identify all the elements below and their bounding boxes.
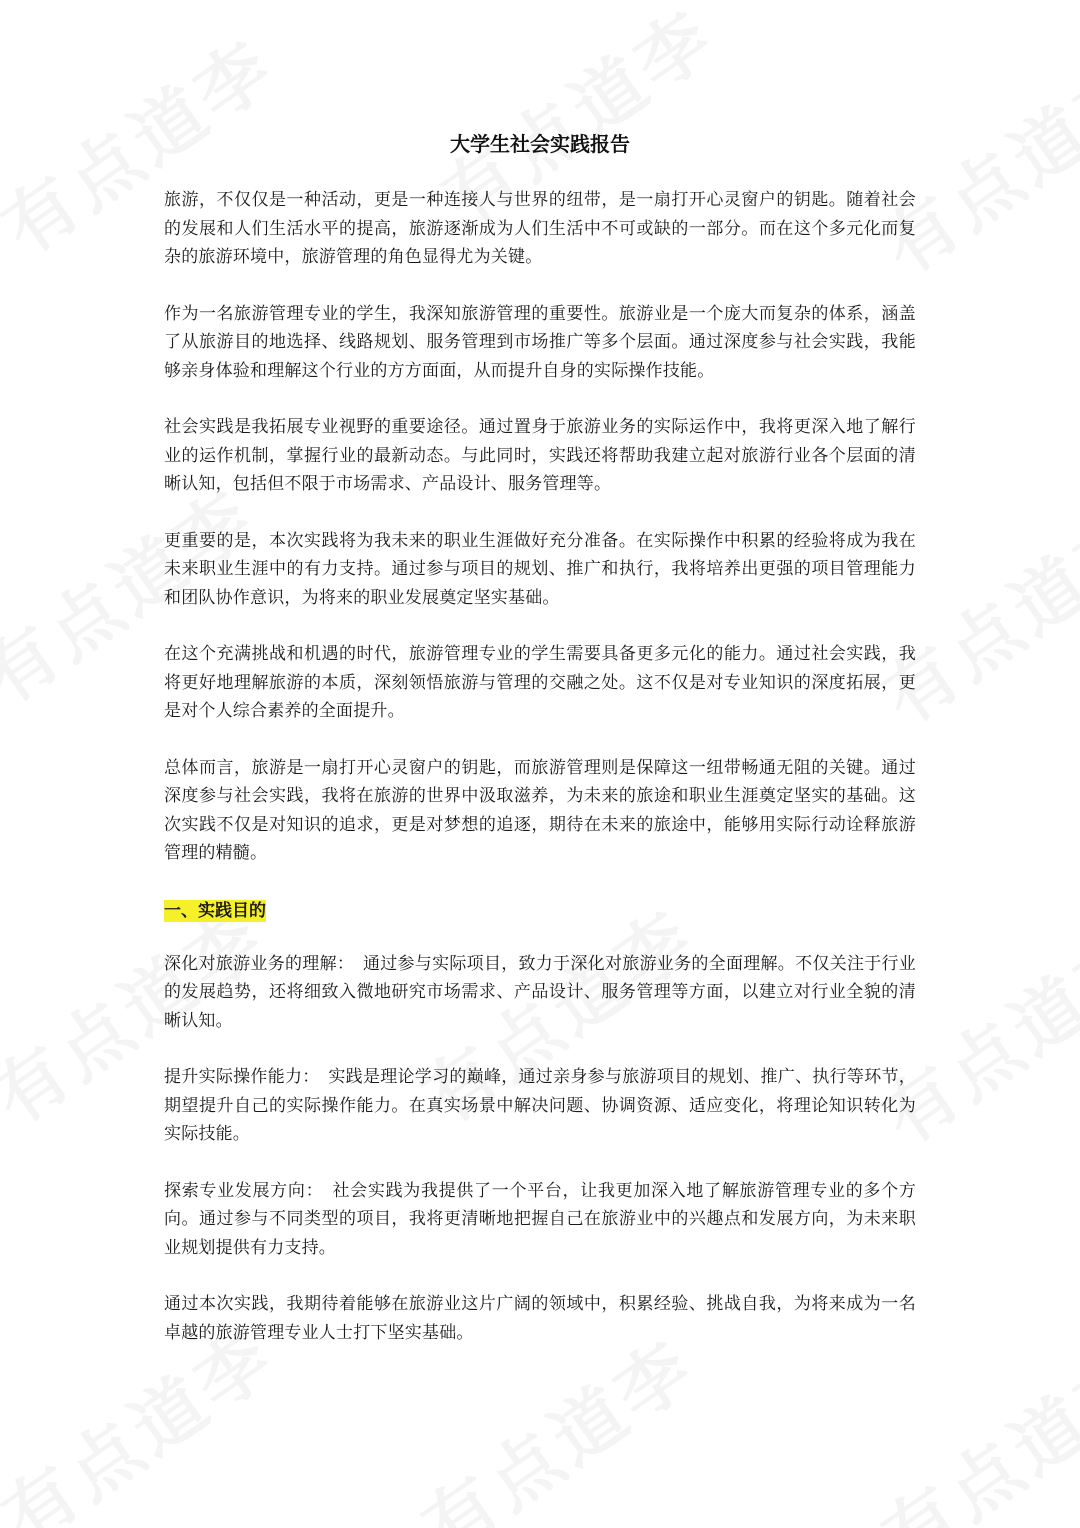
purpose-item-2 bbox=[164, 1063, 916, 1149]
purpose-item-label: 深化对旅游业务的理解： bbox=[164, 953, 346, 974]
closing-paragraph: 通过本次实践，我期待着能够在旅游业这片广阔的领域中，积累经验、挑战自我，为将来成为一名卓越的旅游管理专业人士打下坚实基础。 bbox=[164, 1294, 916, 1343]
section-heading-practice-purpose: 一、实践目的 bbox=[164, 900, 266, 921]
purpose-item-text: 社会实践为我提供了一个平台，让我更加深入地了解旅游管理专业的多个方向。通过参与不同类型的项目，我将更清晰地把握自己在旅游业中的兴趣点和发展方向，为未来职业规划提供有力支持。 bbox=[164, 1180, 916, 1258]
document-page bbox=[164, 128, 916, 1375]
purpose-item-text: 通过参与实际项目，致力于深化对旅游业务的全面理解。不仅关注于行业的发展趋势，还将细致入微地研究市场需求、产品设计、服务管理等方面，以建立对行业全貌的清晰认知。 bbox=[164, 953, 917, 1031]
purpose-item-text: 实践是理论学习的巅峰，通过亲身参与旅游项目的规划、推广、执行等环节，期望提升自己的实际操作能力。在真实场景中解决问题、协调资源、适应变化，将理论知识转化为实际技能。 bbox=[164, 1067, 916, 1144]
intro-paragraph-4: 更重要的是，本次实践将为我未来的职业生涯做好充分准备。在实际操作中积累的经验将成为我在未来职业生涯中的有力支持。通过参与项目的规划、推广和执行，我将培养出更强的项目管理能力和团队协作意识，为将来的职业发展奠定坚实基础。 bbox=[164, 530, 916, 608]
section-heading-wrap bbox=[164, 896, 916, 926]
intro-paragraph-6: 总体而言，旅游是一扇打开心灵窗户的钥匙，而旅游管理则是保障这一纽带畅通无阻的关键。通过深度参与社会实践，我将在旅游的世界中汲取滋养，为未来的旅途和职业生涯奠定坚实的基础。这次实践不仅是对知识的追求，更是对梦想的追逐，期待在未来的旅途中，能够用实际行动诠释旅游管理的精髓。 bbox=[164, 757, 916, 863]
purpose-item-3 bbox=[164, 1177, 916, 1263]
intro-paragraph-3: 社会实践是我拓展专业视野的重要途径。通过置身于旅游业务的实际运作中，我将更深入地了解行业的运作机制，掌握行业的最新动态。与此同时，实践还将帮助我建立起对旅游行业各个层面的清晰认知，包括但不限于市场需求、产品设计、服务管理等。 bbox=[164, 417, 916, 494]
intro-paragraph-5: 在这个充满挑战和机遇的时代，旅游管理专业的学生需要具备更多元化的能力。通过社会实践，我将更好地理解旅游的本质，深刻领悟旅游与管理的交融之处。这不仅是对专业知识的深度拓展，更是对个人综合素养的全面提升。 bbox=[164, 644, 916, 721]
purpose-item-label: 探索专业发展方向： bbox=[164, 1180, 315, 1201]
purpose-item-label: 提升实际操作能力： bbox=[164, 1067, 312, 1087]
intro-paragraph-2: 作为一名旅游管理专业的学生，我深知旅游管理的重要性。旅游业是一个庞大而复杂的体系，涵盖了从旅游目的地选择、线路规划、服务管理到市场推广等多个层面。通过深度参与社会实践，我能够亲身体验和理解这个行业的方方面面，从而提升自身的实际操作技能。 bbox=[164, 303, 916, 381]
intro-paragraph-1: 旅游，不仅仅是一种活动，更是一种连接人与世界的纽带，是一扇打开心灵窗户的钥匙。随着社会的发展和人们生活水平的提高，旅游逐渐成为人们生活中不可或缺的一部分。而在这个多元化而复杂的旅游环境中，旅游管理的角色显得尤为关键。 bbox=[164, 190, 916, 267]
purpose-item-1 bbox=[164, 950, 916, 1036]
document-title: 大学生社会实践报告 bbox=[450, 132, 630, 156]
